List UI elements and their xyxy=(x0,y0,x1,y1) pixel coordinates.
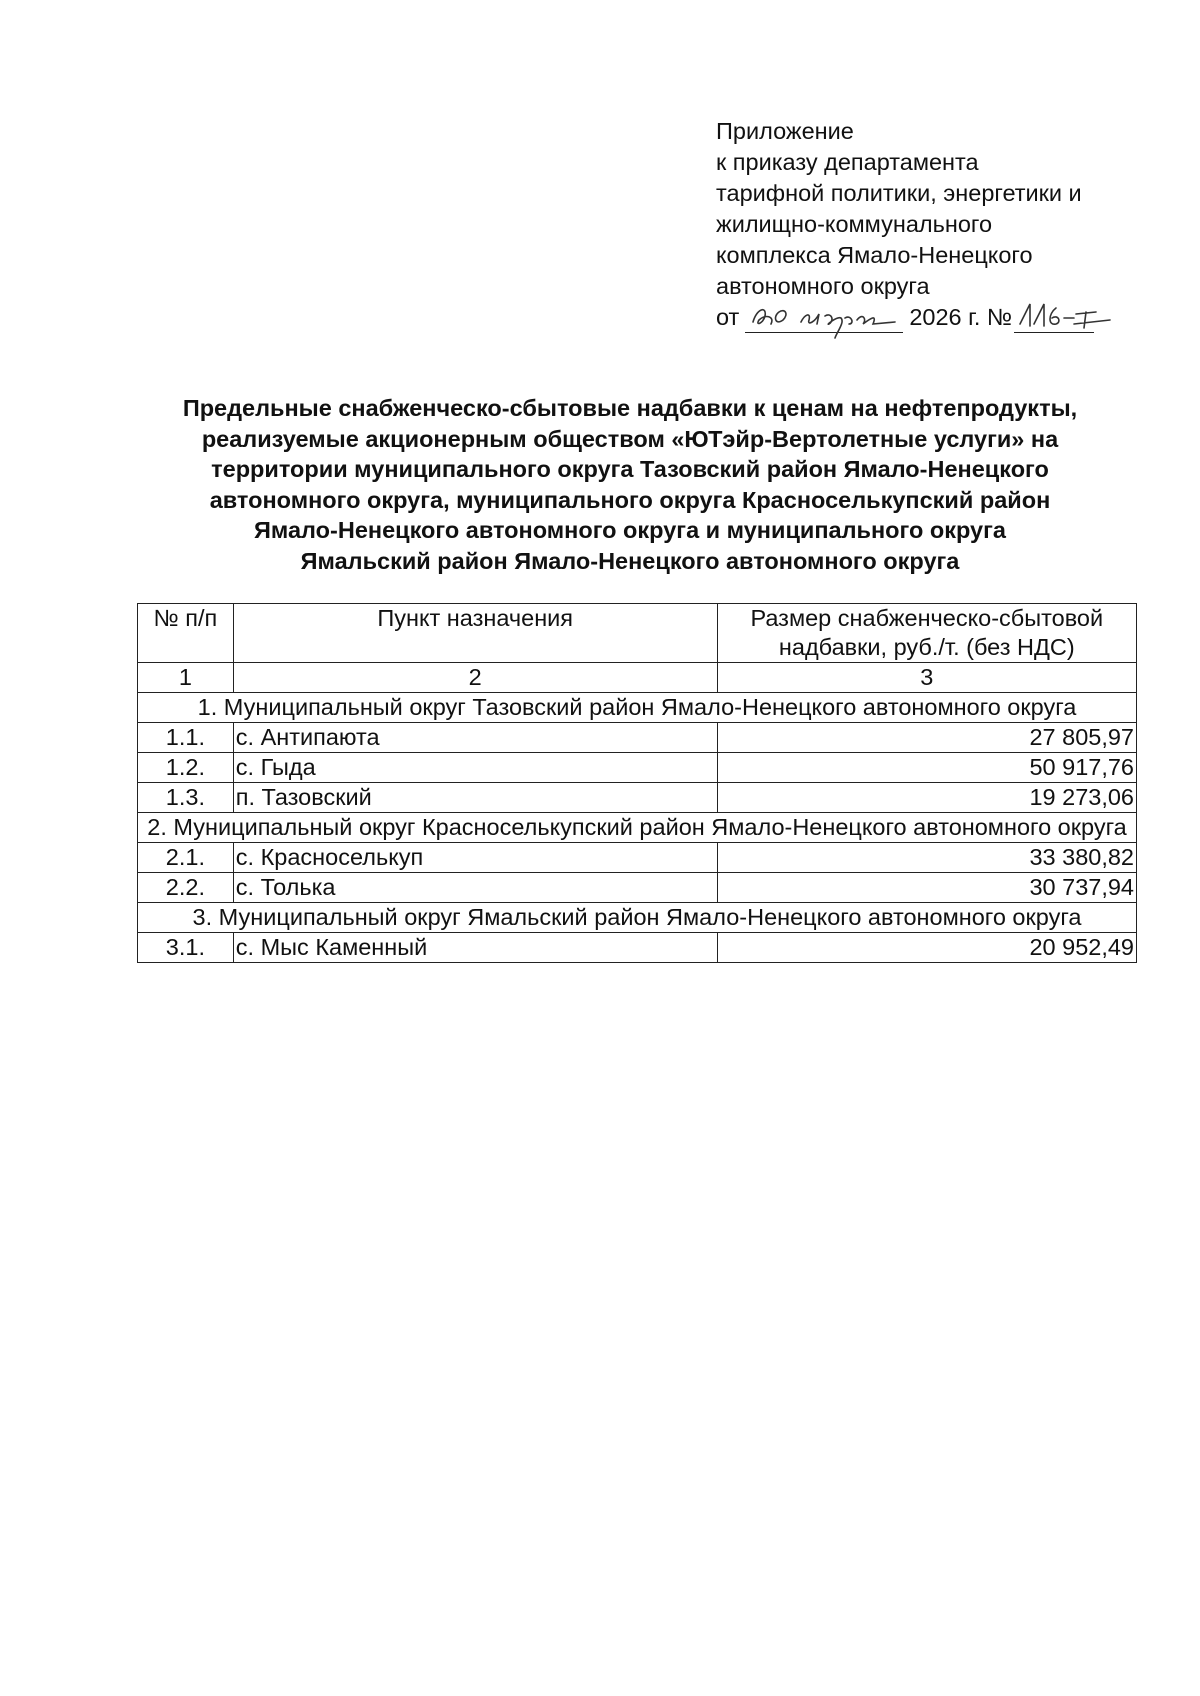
title-line: Предельные снабженческо-сбытовые надбавки к ценам на нефтепродукты, xyxy=(182,395,1078,421)
markups-table xyxy=(137,603,1137,963)
date-prefix: от xyxy=(716,304,740,330)
handwriting-date-icon xyxy=(745,294,903,334)
row-number: 1.1. xyxy=(138,723,234,753)
group-title: 3. Муниципальный округ Ямальский район Ямало-Ненецкого автономного округа xyxy=(138,903,1137,933)
header-number: № п/п xyxy=(138,604,234,663)
column-number: 1 xyxy=(138,663,234,693)
handwriting-number-icon xyxy=(1014,294,1114,334)
group-row xyxy=(138,813,1137,843)
title-line: автономного округа, муниципального округа Красноселькупский район xyxy=(209,486,1051,513)
column-number: 2 xyxy=(233,663,717,693)
row-place: с. Толька xyxy=(233,873,717,903)
appendix-line: автономного округа xyxy=(716,273,930,299)
table-row xyxy=(138,753,1137,783)
row-number: 2.1. xyxy=(138,843,234,873)
column-numbers-row xyxy=(138,663,1137,693)
table-row xyxy=(138,873,1137,903)
row-value: 50 917,76 xyxy=(717,753,1136,783)
row-value: 19 273,06 xyxy=(717,783,1136,813)
row-value: 30 737,94 xyxy=(717,873,1136,903)
row-number: 2.2. xyxy=(138,873,234,903)
title-line: территории муниципального округа Тазовский район Ямало-Ненецкого xyxy=(211,456,1049,482)
row-place: п. Тазовский xyxy=(233,783,717,813)
row-value: 27 805,97 xyxy=(717,723,1136,753)
header-markup: Размер снабженческо-сбытовой надбавки, руб./т. (без НДС) xyxy=(717,604,1136,663)
header-destination: Пункт назначения xyxy=(233,604,717,663)
table-row xyxy=(138,783,1137,813)
handwritten-date xyxy=(745,302,903,333)
appendix-block xyxy=(716,116,1156,333)
table-row xyxy=(138,843,1137,873)
row-value: 33 380,82 xyxy=(717,843,1136,873)
row-place: с. Антипаюта xyxy=(233,723,717,753)
row-value: 20 952,49 xyxy=(717,933,1136,963)
group-row xyxy=(138,693,1137,723)
order-date-line xyxy=(716,302,1156,333)
document-title xyxy=(110,393,1150,576)
appendix-line: комплекса Ямало-Ненецкого xyxy=(716,242,1033,268)
row-number: 1.3. xyxy=(138,783,234,813)
row-number: 3.1. xyxy=(138,933,234,963)
table-header-row xyxy=(138,604,1137,663)
appendix-line: к приказу департамента xyxy=(716,149,979,175)
title-line: Ямальский район Ямало-Ненецкого автономного округа xyxy=(300,547,960,574)
title-line: реализуемые акционерным обществом «ЮТэйр-Вертолетные услуги» на xyxy=(201,425,1059,452)
handwritten-number xyxy=(1014,302,1094,333)
appendix-line: тарифной политики, энергетики и xyxy=(716,180,1082,206)
row-place: с. Мыс Каменный xyxy=(233,933,717,963)
column-number: 3 xyxy=(717,663,1136,693)
group-row xyxy=(138,903,1137,933)
row-place: с. Красноселькуп xyxy=(233,843,717,873)
group-title: 2. Муниципальный округ Красноселькупский район Ямало-Ненецкого автономного округа xyxy=(138,813,1137,843)
row-number: 1.2. xyxy=(138,753,234,783)
group-title: 1. Муниципальный округ Тазовский район Ямало-Ненецкого автономного округа xyxy=(138,693,1137,723)
table-row xyxy=(138,933,1137,963)
appendix-line: Приложение xyxy=(716,118,854,144)
title-line: Ямало-Ненецкого автономного округа и муниципального округа xyxy=(254,517,1006,543)
order-year: 2026 г. № xyxy=(909,304,1013,330)
appendix-line: жилищно-коммунального xyxy=(716,211,993,237)
row-place: с. Гыда xyxy=(233,753,717,783)
table-row xyxy=(138,723,1137,753)
